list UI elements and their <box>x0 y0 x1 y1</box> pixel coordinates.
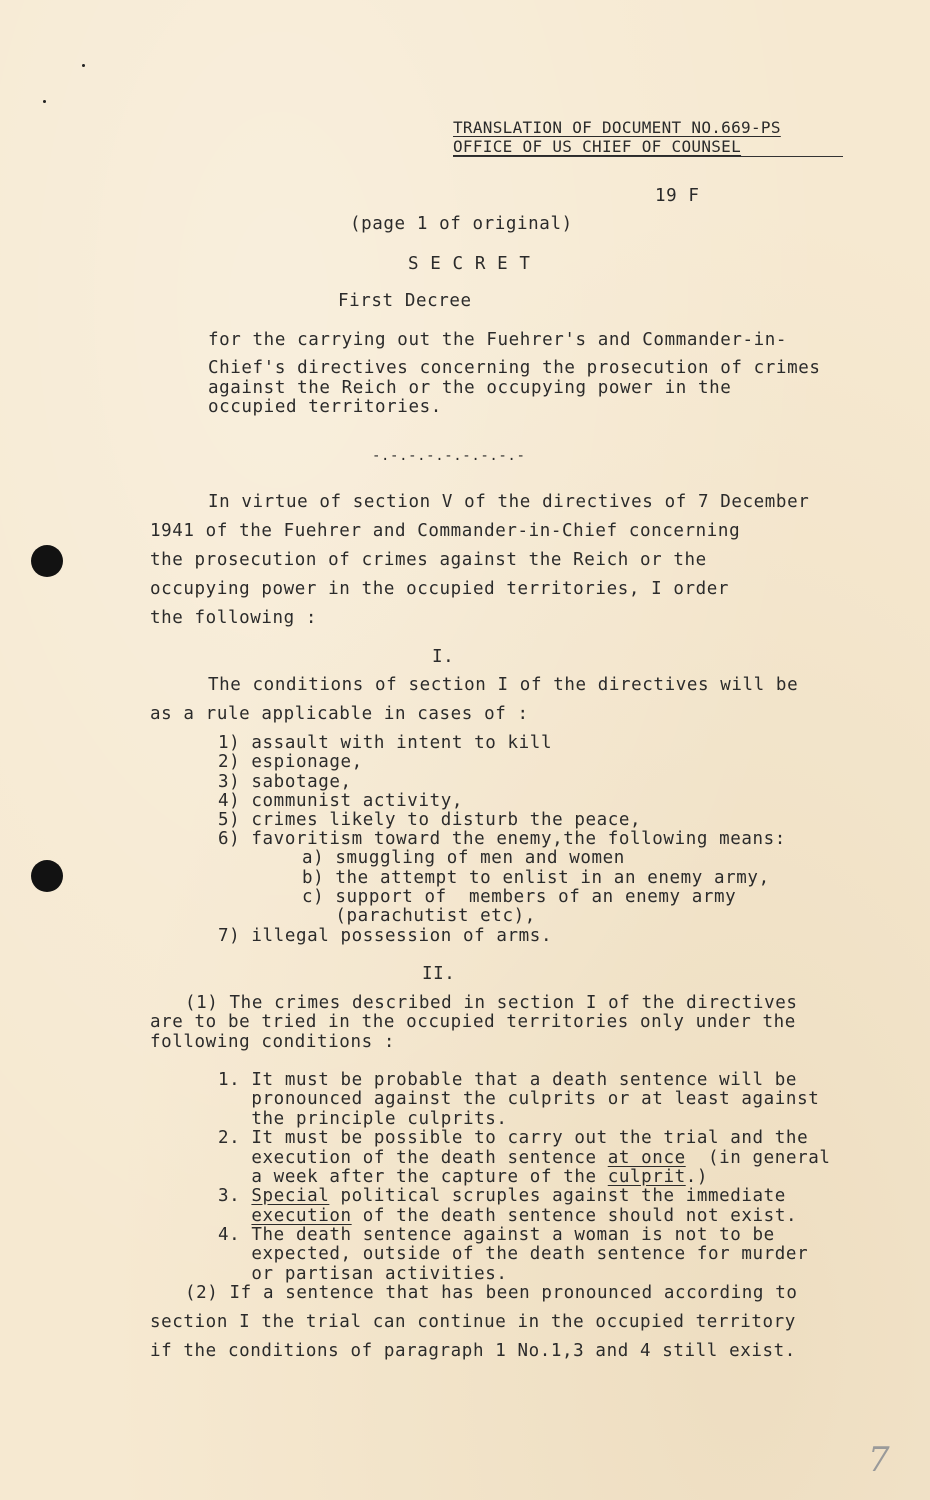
classification: S E C R E T <box>408 254 531 274</box>
condition-item <box>218 1148 831 1168</box>
list-item: 7) illegal possession of arms. <box>218 926 553 946</box>
section2-para1: (1) The crimes described in section I of the directives <box>185 993 798 1013</box>
preamble-line: In virtue of section V of the directives of 7 December <box>208 492 810 512</box>
condition-item: expected, outside of the death sentence for murder <box>218 1244 809 1264</box>
section2-para2: if the conditions of paragraph 1 No.1,3 and 4 still exist. <box>150 1341 796 1361</box>
emphasis-execution: execution <box>251 1206 352 1226</box>
condition-text: (in general <box>685 1148 831 1168</box>
list-item: 1) assault with intent to kill <box>218 733 553 753</box>
punch-hole-bottom <box>31 860 63 892</box>
page-number: 7 <box>868 1440 890 1480</box>
condition-item <box>218 1167 708 1187</box>
section1-intro: The conditions of section I of the directives will be <box>208 675 799 695</box>
condition-item <box>218 1186 786 1206</box>
condition-text: of the death sentence should not exist. <box>351 1206 798 1226</box>
condition-item <box>218 1206 797 1226</box>
list-item: 2) espionage, <box>218 752 363 772</box>
condition-text: a week after the capture of the <box>218 1167 608 1187</box>
section-heading: II. <box>422 964 456 984</box>
speck <box>43 100 46 103</box>
section2-para1: are to be tried in the occupied territories only under the <box>150 1012 796 1032</box>
preamble-line: occupying power in the occupied territories, I order <box>150 579 730 599</box>
condition-text: .) <box>685 1167 708 1187</box>
preamble-line: the prosecution of crimes against the Reich or the <box>150 550 707 570</box>
list-item: 3) sabotage, <box>218 772 352 792</box>
condition-item: pronounced against the culprits or at least against <box>218 1089 820 1109</box>
emphasis-culprit: culprit <box>607 1167 686 1187</box>
condition-item: or partisan activities. <box>218 1264 508 1284</box>
condition-text: execution of the death sentence <box>218 1148 608 1168</box>
condition-text <box>218 1206 251 1226</box>
separator: -.-.-.-.-.-.-.-.- <box>372 448 526 464</box>
section2-para2: (2) If a sentence that has been pronounced according to <box>185 1283 798 1303</box>
page-reference: (page 1 of original) <box>350 214 573 234</box>
list-item: 6) favoritism toward the enemy,the following means: <box>218 829 786 849</box>
decree-title: First Decree <box>338 291 472 311</box>
condition-text: 3. <box>218 1186 252 1206</box>
subtitle-line: occupied territories. <box>208 397 442 417</box>
list-subitem: a) smuggling of men and women <box>302 848 625 868</box>
header-rule <box>453 156 843 157</box>
list-subitem: c) support of members of an enemy army <box>302 887 737 907</box>
preamble-line: the following : <box>150 608 318 628</box>
condition-text: political scruples against the immediate <box>329 1186 786 1206</box>
speck <box>82 64 85 67</box>
section1-intro: as a rule applicable in cases of : <box>150 704 529 724</box>
list-subitem: b) the attempt to enlist in an enemy army, <box>302 868 770 888</box>
preamble-line: 1941 of the Fuehrer and Commander-in-Chief concerning <box>150 521 741 541</box>
section-heading: I. <box>432 647 455 667</box>
emphasis-at-once: at once <box>607 1148 686 1168</box>
list-item: 5) crimes likely to disturb the peace, <box>218 810 642 830</box>
subtitle-line: Chief's directives concerning the prosecution of crimes <box>208 358 821 378</box>
condition-item: 4. The death sentence against a woman is not to be <box>218 1225 775 1245</box>
condition-item: 2. It must be possible to carry out the trial and the <box>218 1128 809 1148</box>
subtitle-line: against the Reich or the occupying power in the <box>208 378 732 398</box>
punch-hole-top <box>31 545 63 577</box>
condition-item: the principle culprits. <box>218 1109 508 1129</box>
emphasis-special: Special <box>251 1186 330 1206</box>
header-translation-line: TRANSLATION OF DOCUMENT NO.669-PS <box>453 118 781 137</box>
header-ref: 19 F <box>655 186 700 206</box>
condition-item: 1. It must be probable that a death sentence will be <box>218 1070 798 1090</box>
subtitle-line: for the carrying out the Fuehrer's and Commander-in- <box>208 330 788 350</box>
list-item: 4) communist activity, <box>218 791 463 811</box>
list-subitem: (parachutist etc), <box>302 906 536 926</box>
section2-para2: section I the trial can continue in the occupied territory <box>150 1312 796 1332</box>
header-office-line: OFFICE OF US CHIEF OF COUNSEL <box>453 137 742 156</box>
section2-para1: following conditions : <box>150 1032 395 1052</box>
